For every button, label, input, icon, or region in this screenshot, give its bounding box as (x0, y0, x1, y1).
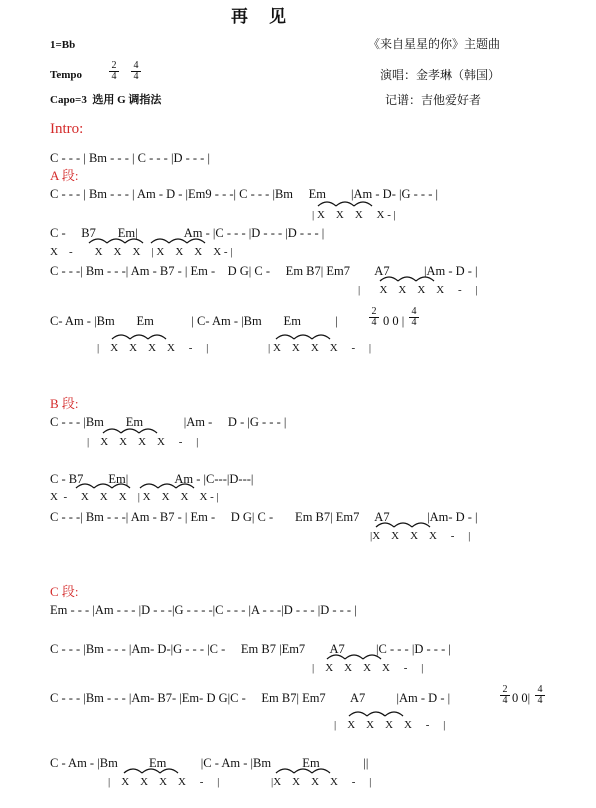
slur-arc (336, 202, 354, 206)
section-b-strum-3: |X X X X - | (370, 530, 471, 542)
slur-arc (148, 335, 166, 339)
section-c-strum-2: | X X X X - | (312, 662, 424, 674)
section-c-chord-line-1: Em - - - |Am - - - |D - - -|G - - - -|C - - - |A - - -|D - - - |D - - - | (50, 603, 357, 617)
singer-credit: 演唱：金孝琳（韩国） (380, 68, 501, 82)
section-c-time-signature-4-4: 4 4 (536, 685, 544, 706)
section-c-chord-line-3: C - - - |Bm - - - |Am- B7- |Em- D G|C - Em B7| Em7 A7 |Am - D - | (50, 691, 451, 705)
key-signature: 1=Bb (50, 39, 76, 51)
slur-arc (367, 712, 385, 716)
slur-arc (121, 429, 139, 433)
capo-note: Capo=3 选用 G 调指法 (50, 94, 162, 106)
slur-arc (294, 335, 312, 339)
section-a-strum-1: | X X X X - | (312, 209, 396, 221)
slur-arc (139, 429, 157, 433)
song-source: 《来自星星的你》主题曲 (368, 37, 501, 51)
section-c-chord-line-2: C - - - |Bm - - - |Am- D-|G - - - |C - Em B7 |Em7 A7 |C - - - |D - - - | (50, 642, 451, 656)
section-a-rest: 0 0 | (383, 314, 405, 328)
section-b-heading: B 段: (50, 396, 79, 411)
section-a-chord-line-2: C - B7 Em| Am - |C - - - |D - - - |D - - - | (50, 226, 325, 240)
section-c-strum-3: | X X X X - | (334, 719, 446, 731)
slur-arc (312, 335, 330, 339)
transcriber-credit: 记谱：吉他爱好者 (385, 93, 482, 107)
slur-arc (349, 712, 367, 716)
section-c-strum-4a: | X X X X - | (108, 776, 220, 788)
section-b-strum-2: X - X X X | X X X X - | (50, 491, 219, 503)
section-c-heading: C 段: (50, 584, 79, 599)
time-signature-2-4: 2 4 (110, 61, 118, 82)
slur-arc (112, 335, 130, 339)
section-b-chord-line-2: C - B7 Em| Am - |C---|D---| (50, 472, 254, 486)
section-a-strum-2: X - X X X | X X X X - | (50, 246, 233, 258)
section-a-time-signature-4-4: 4 4 (410, 307, 418, 328)
section-c-rest: 0 0| (512, 691, 531, 705)
section-c-time-signature-2-4: 2 4 (501, 685, 509, 706)
section-b-chord-line-1: C - - - |Bm Em |Am - D - |G - - - | (50, 415, 287, 429)
slur-arc (276, 335, 294, 339)
section-a-chord-line-4: C- Am - |Bm Em | C- Am - |Bm Em | (50, 314, 338, 328)
slur-arc (103, 429, 121, 433)
intro-chord-line: C - - - | Bm - - - | C - - - |D - - - | (50, 151, 210, 165)
section-a-time-signature-2-4: 2 4 (370, 307, 378, 328)
slur-arc (130, 335, 148, 339)
section-c-strum-4b: |X X X X - | (271, 776, 372, 788)
slur-arc (385, 712, 403, 716)
time-signature-4-4: 4 4 (132, 61, 140, 82)
section-b-chord-line-3: C - - -| Bm - - -| Am - B7 - | Em - D G| C - Em B7| Em7 A7 |Am- D - | (50, 510, 478, 524)
section-a-heading: A 段: (50, 168, 79, 183)
section-a-strum-4b: | X X X X - | (268, 342, 372, 354)
section-a-strum-4a: | X X X X - | (97, 342, 209, 354)
slur-arc (318, 202, 336, 206)
section-b-strum-1: | X X X X - | (87, 436, 199, 448)
section-a-chord-line-1: C - - - | Bm - - - | Am - D - |Em9 - - -| C - - - |Bm Em |Am - D- |G - - - | (50, 187, 439, 201)
section-c-chord-line-4: C - Am - |Bm Em |C - Am - |Bm Em || (50, 756, 369, 770)
tempo-label: Tempo (50, 69, 82, 81)
section-a-chord-line-3: C - - -| Bm - - -| Am - B7 - | Em - D G| C - Em B7| Em7 A7 |Am - D - | (50, 264, 478, 278)
section-a-strum-3: | X X X X - | (358, 284, 478, 296)
intro-heading: Intro: (50, 121, 84, 137)
song-title: 再 见 (231, 7, 288, 26)
slur-arc (354, 202, 372, 206)
